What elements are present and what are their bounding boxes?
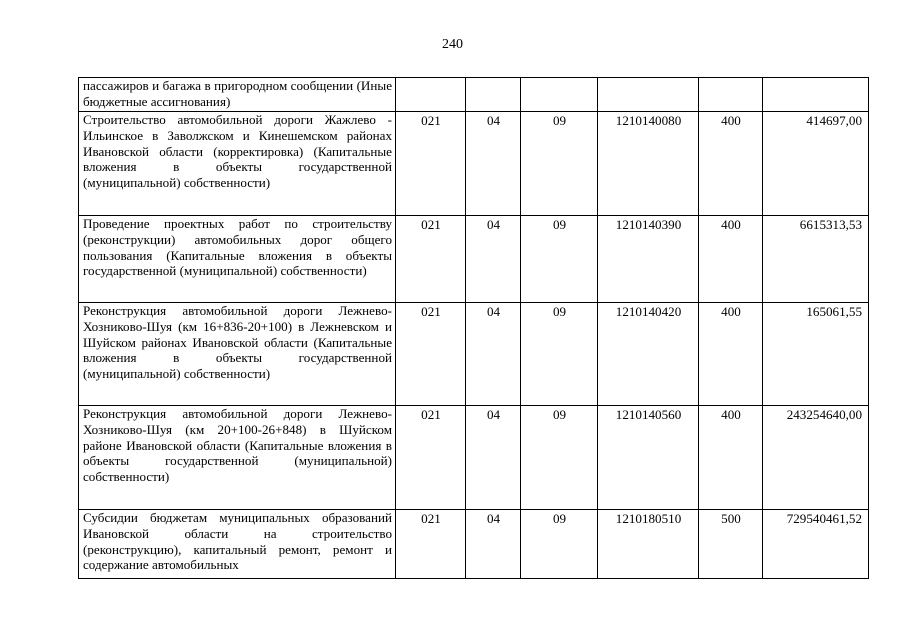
- row-description: Реконструкция автомобильной дороги Лежнево-Хозниково-Шуя (км 20+100-26+848) в Шуйском районе Ивановской области (Капитальные вложения в объекты государственной (муниципальной) собственности): [79, 406, 396, 510]
- row-target-code: 1210140560: [598, 406, 699, 510]
- row-description: Реконструкция автомобильной дороги Лежнево-Хозниково-Шуя (км 16+836-20+100) в Лежневском и Шуйском районах Ивановской области (Капитальные вложения в объекты государственной (муниципальной) собственности): [79, 303, 396, 406]
- row-target-code: 1210140390: [598, 216, 699, 303]
- page-number: 240: [442, 37, 463, 52]
- row-expense-type-code: 400: [699, 216, 763, 303]
- row-subsection-code: 09: [521, 406, 598, 510]
- row-amount: [763, 78, 869, 112]
- row-description: Проведение проектных работ по строительству (реконструкции) автомобильных дорог общего пользования (Капитальные вложения в объекты государственной (муниципальной) собственности): [79, 216, 396, 303]
- row-section-code: 04: [466, 303, 521, 406]
- row-subsection-code: 09: [521, 510, 598, 579]
- row-section-code: 04: [466, 406, 521, 510]
- row-ministry-code: 021: [396, 406, 466, 510]
- table-body: [79, 78, 869, 579]
- row-description: Строительство автомобильной дороги Жажлево - Ильинское в Заволжском и Кинешемском районах Ивановской области (корректировка) (Капитальные вложения в объекты государственной (муниципальной) собственности): [79, 112, 396, 216]
- row-amount: 729540461,52: [763, 510, 869, 579]
- row-amount: 414697,00: [763, 112, 869, 216]
- row-ministry-code: 021: [396, 216, 466, 303]
- table-row: [79, 78, 869, 112]
- row-section-code: 04: [466, 510, 521, 579]
- row-amount: 243254640,00: [763, 406, 869, 510]
- row-section-code: 04: [466, 112, 521, 216]
- row-expense-type-code: 500: [699, 510, 763, 579]
- table-row: [79, 216, 869, 303]
- row-target-code: 1210140420: [598, 303, 699, 406]
- table-row: [79, 510, 869, 579]
- row-expense-type-code: 400: [699, 112, 763, 216]
- row-amount: 6615313,53: [763, 216, 869, 303]
- row-expense-type-code: 400: [699, 406, 763, 510]
- row-section-code: [466, 78, 521, 112]
- row-target-code: 1210140080: [598, 112, 699, 216]
- row-amount: 165061,55: [763, 303, 869, 406]
- row-description: Субсидии бюджетам муниципальных образований Ивановской области на строительство (реконструкцию), капитальный ремонт, ремонт и содержание автомобильных: [79, 510, 396, 579]
- row-target-code: 1210180510: [598, 510, 699, 579]
- row-expense-type-code: 400: [699, 303, 763, 406]
- row-subsection-code: 09: [521, 216, 598, 303]
- row-subsection-code: 09: [521, 112, 598, 216]
- table-row: [79, 303, 869, 406]
- row-expense-type-code: [699, 78, 763, 112]
- row-ministry-code: 021: [396, 303, 466, 406]
- table-row: [79, 406, 869, 510]
- row-subsection-code: [521, 78, 598, 112]
- row-target-code: [598, 78, 699, 112]
- table-row: [79, 112, 869, 216]
- row-ministry-code: [396, 78, 466, 112]
- budget-table: [78, 77, 869, 579]
- row-section-code: 04: [466, 216, 521, 303]
- row-description: пассажиров и багажа в пригородном сообщении (Иные бюджетные ассигнования): [79, 78, 396, 112]
- row-subsection-code: 09: [521, 303, 598, 406]
- row-ministry-code: 021: [396, 510, 466, 579]
- row-ministry-code: 021: [396, 112, 466, 216]
